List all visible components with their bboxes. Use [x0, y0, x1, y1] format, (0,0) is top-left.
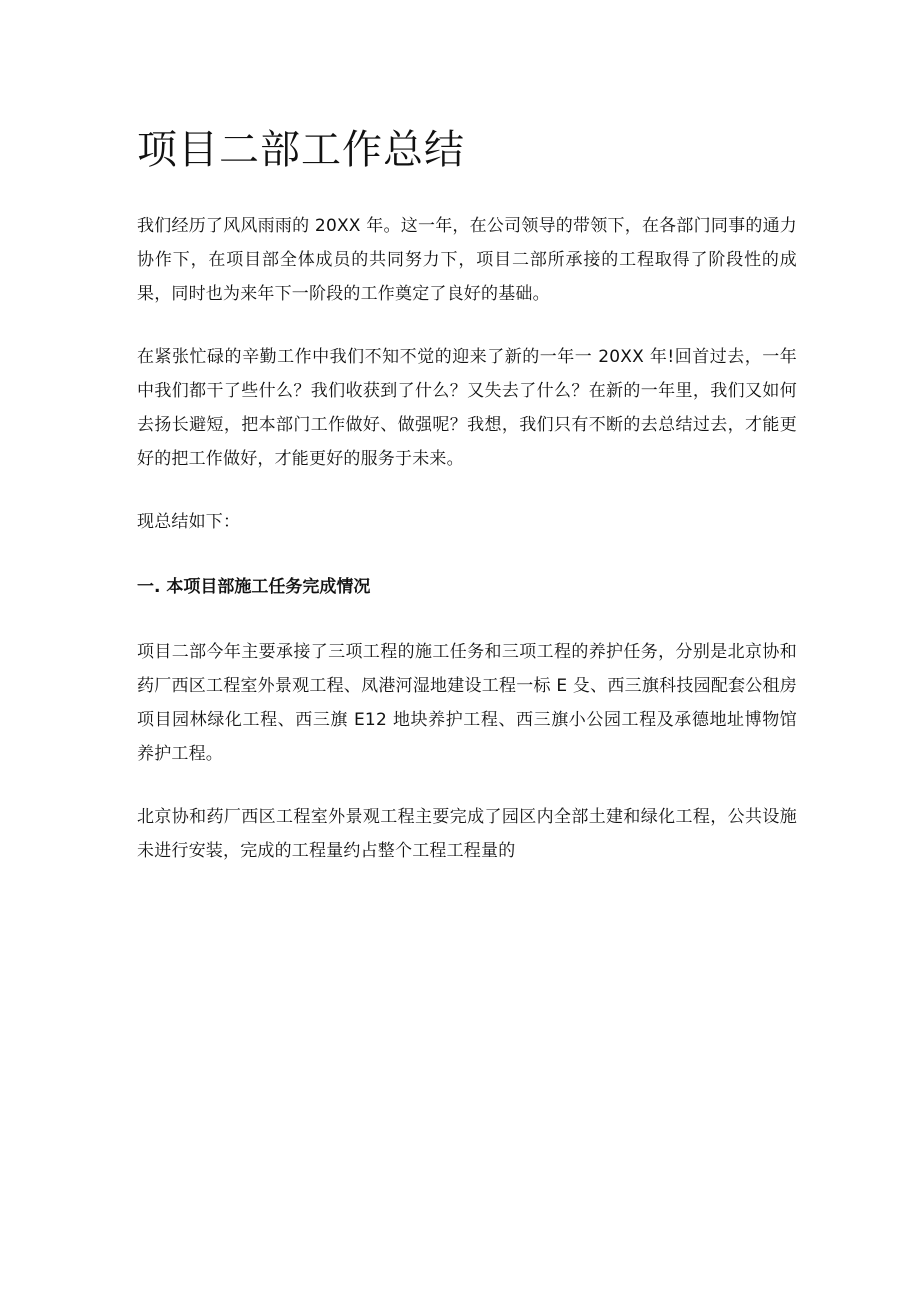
- intro-paragraph-1: 我们经历了风风雨雨的 20XX 年。这一年，在公司领导的带领下，在各部门同事的通力协作下，在项目部全体成员的共同努力下，项目二部所承接的工程取得了阶段性的成果，同时也为来年下一阶段的工作奠定了良好的基础。: [137, 216, 797, 304]
- document-page: [137, 120, 797, 897]
- section-paragraph-1: 项目二部今年主要承接了三项工程的施工任务和三项工程的养护任务，分别是北京协和药厂西区工程室外景观工程、凤港河湿地建设工程一标 E 殳、西三旗科技园配套公租房项目园林绿化工程、西三旗 E12 地块养护工程、西三旗小公园工程及承德地址博物馆养护工程。: [137, 642, 797, 764]
- document-title: 项目二部工作总结: [137, 127, 465, 173]
- intro-paragraph-2: 在紧张忙碌的辛勤工作中我们不知不觉的迎来了新的一年一 20XX 年!回首过去，一年中我们都干了些什么？我们收获到了什么？又失去了什么？在新的一年里，我们又如何去扬长避短，把本部门工作做好、做强呢？我想，我们只有不断的去总结过去，才能更好的把工作做好，才能更好的服务于未来。: [137, 347, 797, 469]
- section-heading: 一. 本项目部施工任务完成情况: [137, 577, 371, 597]
- section-paragraph-2: 北京协和药厂西区工程室外景观工程主要完成了园区内全部土建和绿化工程，公共设施未进行安装，完成的工程量约占整个工程工程量的: [137, 807, 797, 861]
- summary-intro: 现总结如下：: [137, 512, 241, 532]
